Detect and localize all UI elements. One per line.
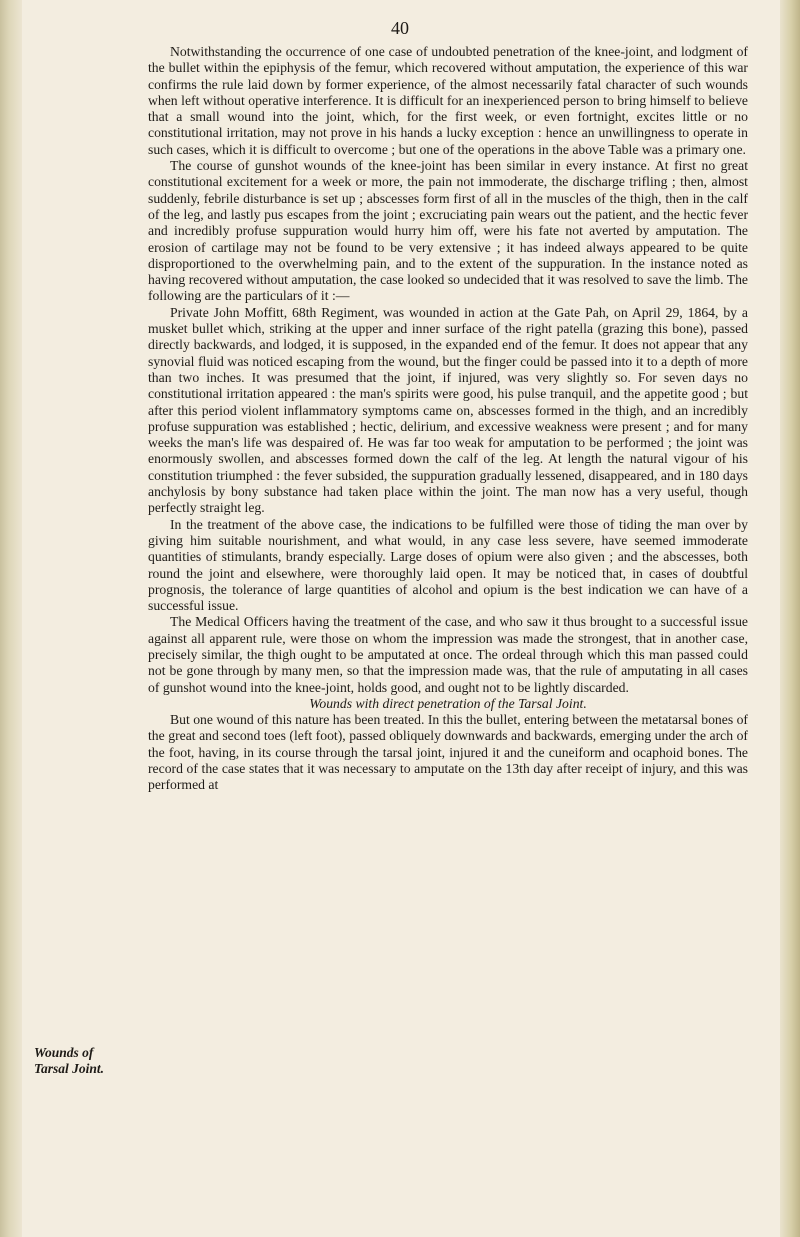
margin-note: [34, 1045, 142, 1077]
paragraph: The Medical Officers having the treatment of the case, and who saw it thus brought to a successful issue against all apparent rule, were those on whom the impression was made the strongest, that in another case, precisely similar, the thigh ought to be amputated at once. The ordeal through which this man passed could not be gone through by many men, so that the impression made was, that the rule of amputating in all cases of gunshot wound into the knee-joint, holds good, and ought not to be lightly discarded.: [148, 614, 748, 695]
page-number: 40: [391, 18, 409, 38]
paragraph: But one wound of this nature has been treated. In this the bullet, entering between the metatarsal bones of the great and second toes (left foot), passed obliquely downwards and backwards, emerging under the arch of the foot, having, in its course through the tarsal joint, injured it and the cuneiform and ocaphoid bones. The record of the case states that it was necessary to amputate on the 13th day after receipt of injury, and this was performed at: [148, 712, 748, 793]
section-subheading: Wounds with direct penetration of the Tarsal Joint.: [309, 695, 587, 711]
paragraph: Notwithstanding the occurrence of one case of undoubted penetration of the knee-joint, and lodgment of the bullet within the epiphysis of the femur, which recovered without amputation, the experience of this war confirms the rule laid down by former experience, of the almost necessarily fatal character of such wounds when left without operative interference. It is difficult for an inexperienced person to bring himself to believe that a small wound into the joint, which, for the first week, or even fortnight, excites little or no constitutional irritation, may not prove in his hands a lucky exception : hence an unwillingness to operate in such cases, which it is difficult to overcome ; but one of the operations in the above Table was a primary one.: [148, 44, 748, 157]
paragraph: In the treatment of the above case, the indications to be fulfilled were those of tiding the man over by giving him suitable nourishment, and what would, in any case less severe, have seemed immoderate quantities of stimulants, brandy especially. Large doses of opium were also given ; and the abscesses, both round the joint and elsewhere, were thoroughly laid open. It may be noticed that, in cases of doubtful prognosis, the tolerance of large quantities of alcohol and opium is the best indication we can have of a successful issue.: [148, 516, 748, 614]
page-left-edge-shadow: [0, 0, 22, 1237]
margin-note-line: Wounds of: [34, 1045, 94, 1060]
page-right-edge-shadow: [780, 0, 800, 1237]
body-text: [148, 44, 748, 794]
paragraph: The course of gunshot wounds of the knee-joint has been similar in every instance. At first no great constitutional excitement for a week or more, the pain not immoderate, the discharge trifling ; then, almost suddenly, febrile disturbance is set up ; abscesses form first of all in the muscles of the thigh, then in the calf of the leg, and lastly pus escapes from the joint ; excruciating pain wears out the patient, and the hectic fever and incredibly profuse suppuration would hurry him off, were his fate not averted by amputation. The erosion of cartilage may not be found to be very extensive ; it has indeed always appeared to be quite disproportioned to the overwhelming pain, and to the extent of the suppuration. In the instance noted as having recovered without amputation, the case looked so undecided that it was resolved to save the limb. The following are the particulars of it :—: [148, 158, 748, 304]
paragraph: Private John Moffitt, 68th Regiment, was wounded in action at the Gate Pah, on April 29, 1864, by a musket bullet which, striking at the upper and inner surface of the right patella (grazing this bone), passed directly backwards, and lodged, it is supposed, in the expanded end of the femur. It does not appear that any synovial fluid was noticed escaping from the wound, but the finger could be passed into it to a depth of more than two inches. It was presumed that the joint, if injured, was very slightly so. For seven days no constitutional irritation appeared : the man's spirits were good, his pulse tranquil, and the appetite good ; but after this period violent inflammatory symptoms came on, abscesses formed in the thigh, and an incredibly profuse suppuration was established ; hectic, delirium, and excessive weakness were present ; and for many weeks the man's life was despaired of. He was far too weak for amputation to be performed ; the joint was enormously swollen, and abscesses formed down the calf of the leg. At length the natural vigour of his constitution triumphed : the fever subsided, the suppuration gradually lessened, disappeared, and in 180 days anchylosis by bony substance had taken place within the joint. The man now has a very useful, though perfectly straight leg.: [148, 304, 748, 516]
margin-note-line: Tarsal Joint.: [34, 1061, 105, 1076]
